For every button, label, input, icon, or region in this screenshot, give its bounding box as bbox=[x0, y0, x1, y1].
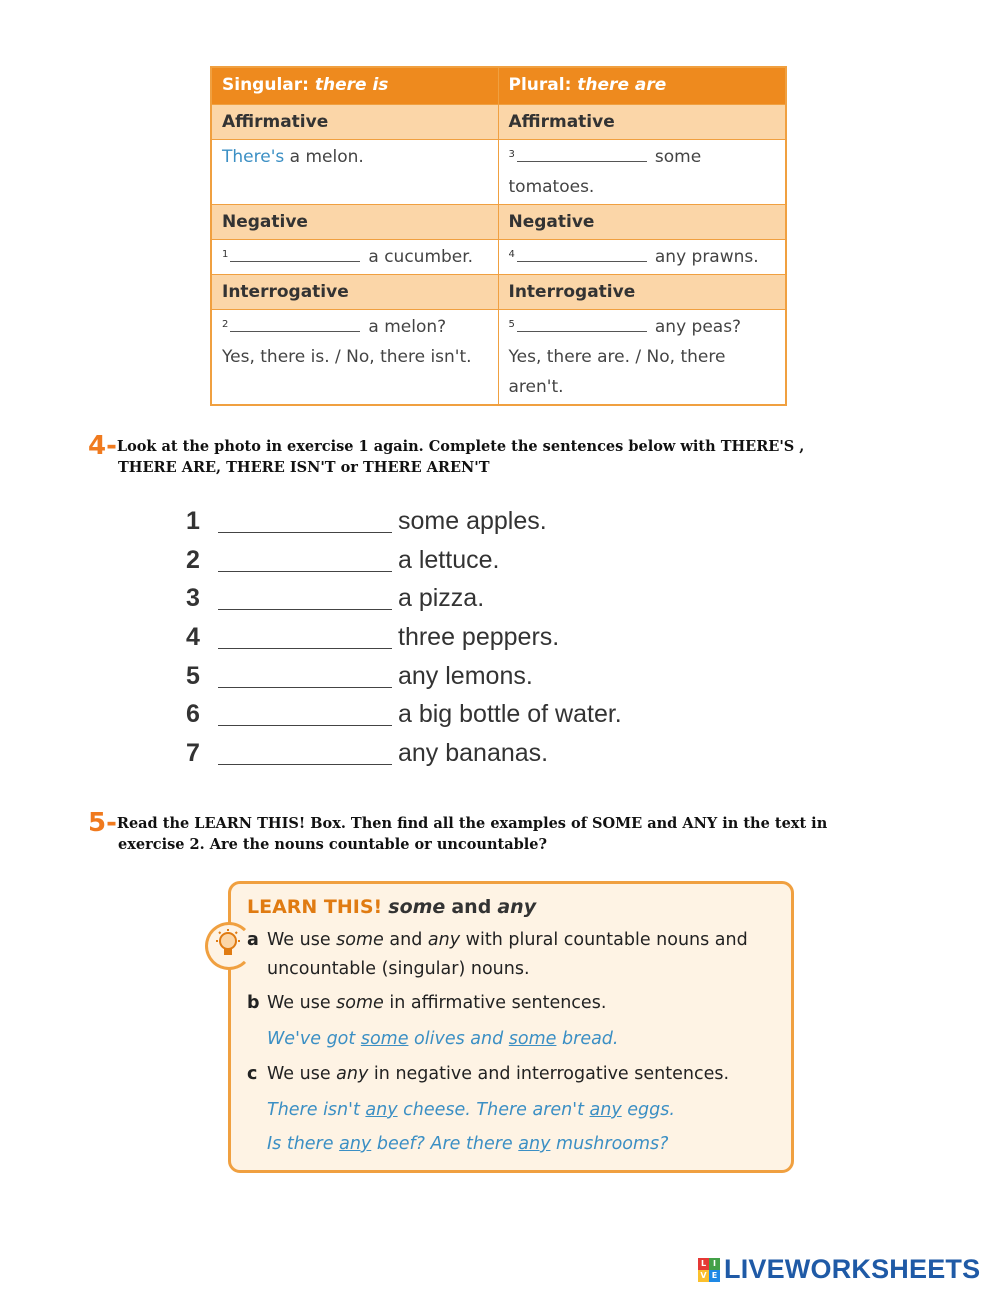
logo-mark-icon: L I V E bbox=[698, 1258, 720, 1282]
item-number: 5 bbox=[186, 661, 200, 690]
negative-plural-cell: $^4$ any prawns. bbox=[498, 240, 786, 275]
affirmative-row-label bbox=[211, 105, 786, 140]
exercise-4-list bbox=[186, 502, 622, 773]
rule-c: c We use any in negative and interrogative sentences. bbox=[247, 1064, 730, 1084]
interrogative-singular-cell: $^2$ a melon? Yes, there is. / No, there isn't. bbox=[211, 310, 498, 406]
negative-singular-cell: $^1$ a cucumber. bbox=[211, 240, 498, 275]
grammar-table bbox=[210, 66, 787, 406]
interrogative-row bbox=[211, 310, 786, 406]
rule-c-example-2: Is there any beef? Are there any mushrooms? bbox=[267, 1134, 669, 1154]
item-number: 3 bbox=[186, 584, 200, 613]
item-text: some apples. bbox=[398, 506, 547, 535]
exercise-4-line1: Look at the photo in exercise 1 again. Complete the sentences below with THERE'S , bbox=[116, 438, 805, 455]
affirmative-singular-cell: There's a melon. bbox=[211, 140, 498, 205]
item-text: any lemons. bbox=[398, 661, 533, 690]
learn-this-box bbox=[228, 881, 794, 1173]
interrogative-label-singular: Interrogative bbox=[211, 275, 498, 310]
item-number: 2 bbox=[186, 545, 200, 574]
affirmative-row bbox=[211, 140, 786, 205]
item-text: a lettuce. bbox=[398, 545, 500, 574]
list-item bbox=[186, 734, 622, 773]
rule-c-example-1: There isn't any cheese. There aren't any eggs. bbox=[267, 1100, 675, 1120]
list-item bbox=[186, 657, 622, 696]
exercise-5-line2: exercise 2. Are the nouns countable or uncountable? bbox=[118, 836, 547, 853]
rule-b-example: We've got some olives and some bread. bbox=[267, 1029, 619, 1049]
item-number: 7 bbox=[186, 738, 200, 767]
item-number: 6 bbox=[186, 700, 200, 729]
affirmative-label-plural: Affirmative bbox=[498, 105, 786, 140]
answer-blank[interactable] bbox=[218, 703, 392, 726]
learn-this-title: LEARN THIS! some and any bbox=[247, 896, 537, 918]
exercise-4-number: 4- bbox=[88, 431, 117, 461]
answer-blank[interactable] bbox=[218, 626, 392, 649]
list-item bbox=[186, 502, 622, 541]
liveworksheets-logo[interactable] bbox=[698, 1254, 980, 1285]
lightbulb-icon bbox=[213, 928, 243, 962]
answer-blank[interactable] bbox=[218, 665, 392, 688]
item-text: any bananas. bbox=[398, 738, 549, 767]
answer-blank-3[interactable] bbox=[517, 145, 647, 162]
answer-blank[interactable] bbox=[218, 510, 392, 533]
interrogative-label-plural: Interrogative bbox=[498, 275, 786, 310]
rule-b: b We use some in affirmative sentences. bbox=[247, 993, 607, 1013]
item-text: a big bottle of water. bbox=[398, 700, 622, 729]
affirmative-plural-cell: $^3$ some tomatoes. bbox=[498, 140, 786, 205]
affirmative-label-singular: Affirmative bbox=[211, 105, 498, 140]
exercise-4-instruction bbox=[88, 431, 805, 478]
exercise-5-instruction bbox=[88, 808, 828, 855]
list-item bbox=[186, 579, 622, 618]
singular-header: Singular: there is bbox=[211, 67, 498, 105]
exercise-5-line1: Read the LEARN THIS! Box. Then find all the examples of SOME and ANY in the text in bbox=[116, 815, 828, 832]
negative-label-singular: Negative bbox=[211, 205, 498, 240]
answer-blank[interactable] bbox=[218, 587, 392, 610]
list-item bbox=[186, 541, 622, 580]
negative-label-plural: Negative bbox=[498, 205, 786, 240]
item-number: 4 bbox=[186, 622, 200, 651]
negative-row bbox=[211, 240, 786, 275]
list-item bbox=[186, 618, 622, 657]
logo-text: LIVEWORKSHEETS bbox=[724, 1254, 981, 1284]
exercise-5-number: 5- bbox=[88, 808, 117, 838]
interrogative-row-label bbox=[211, 275, 786, 310]
rule-a: a We use some and any with plural countable nouns and uncountable (singular) nouns. bbox=[247, 930, 748, 979]
item-text: a pizza. bbox=[398, 584, 485, 613]
table-header-row bbox=[211, 67, 786, 105]
answer-blank-2[interactable] bbox=[230, 315, 360, 332]
answer-blank[interactable] bbox=[218, 549, 392, 572]
item-text: three peppers. bbox=[398, 622, 560, 651]
answer-blank-5[interactable] bbox=[517, 315, 647, 332]
list-item bbox=[186, 695, 622, 734]
interrogative-plural-cell: $^5$ any peas? Yes, there are. / No, there aren't. bbox=[498, 310, 786, 406]
item-number: 1 bbox=[186, 506, 200, 535]
answer-blank-1[interactable] bbox=[230, 245, 360, 262]
plural-header: Plural: there are bbox=[498, 67, 786, 105]
negative-row-label bbox=[211, 205, 786, 240]
answer-blank-4[interactable] bbox=[517, 245, 647, 262]
answer-blank[interactable] bbox=[218, 742, 392, 765]
exercise-4-line2: THERE ARE, THERE ISN'T or THERE AREN'T bbox=[118, 459, 490, 476]
